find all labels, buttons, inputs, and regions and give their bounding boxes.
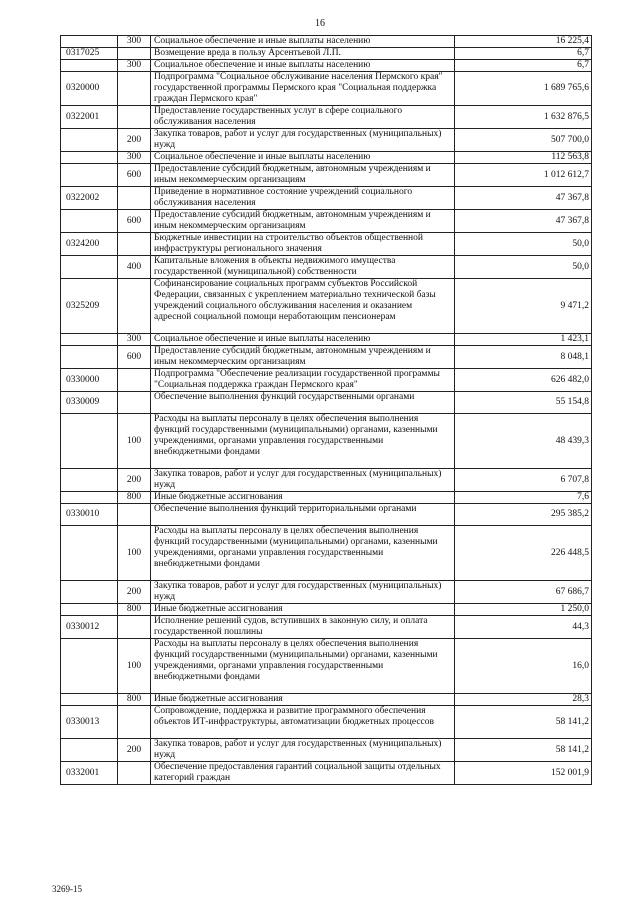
target-article-code-cell [61,210,118,233]
amount-cell: 1 012 612,7 [455,164,592,187]
amount-cell: 507 700,0 [455,129,592,152]
expense-type-code-cell: 200 [118,581,151,604]
amount-cell: 47 367,8 [455,187,592,210]
target-article-code-cell [61,414,118,469]
expense-type-code-cell [118,233,151,256]
amount-cell: 295 385,2 [455,504,592,526]
item-name-cell: Расходы на выплаты персоналу в целях обеспечения выполнения функций государственными (муниципальными) органами, казенными учреждениями, органами управления государственными внебюджетными фондами [151,414,455,469]
amount-cell: 6 707,8 [455,469,592,492]
item-name-cell: Обеспечение выполнения функций государственными органами [151,392,455,414]
item-name-cell: Подпрограмма "Социальное обслуживание населения Пермского края" государственной программы Пермского края "Социальная поддержка граждан Пермского края" [151,72,455,106]
amount-cell: 16 225,4 [455,36,592,48]
item-name-cell: Социальное обеспечение и иные выплаты населению [151,36,455,48]
target-article-code-cell: 0317025 [61,48,118,60]
target-article-code-cell [61,334,118,346]
table-row [61,129,592,152]
item-name-cell: Закупка товаров, работ и услуг для государственных (муниципальных) нужд [151,129,455,152]
expense-type-code-cell: 200 [118,739,151,762]
target-article-code-cell: 0324200 [61,233,118,256]
expense-type-code-cell: 600 [118,164,151,187]
target-article-code-cell: 0330013 [61,706,118,739]
expense-type-code-cell: 400 [118,256,151,279]
table-row [61,414,592,469]
target-article-code-cell: 0332001 [61,762,118,785]
table-row [61,469,592,492]
amount-cell: 1 689 765,6 [455,72,592,106]
target-article-code-cell: 0330010 [61,504,118,526]
target-article-code-cell [61,739,118,762]
amount-cell: 28,3 [455,694,592,706]
amount-cell: 6,7 [455,60,592,72]
item-name-cell: Расходы на выплаты персоналу в целях обеспечения выполнения функций государственными (муниципальными) органами, казенными учреждениями, органами управления государственными внебюджетными фондами [151,639,455,694]
amount-cell: 44,3 [455,616,592,639]
expense-type-code-cell [118,369,151,392]
budget-table-body [61,36,592,785]
target-article-code-cell [61,129,118,152]
budget-table-wrapper [60,35,591,785]
amount-cell: 16,0 [455,639,592,694]
item-name-cell: Обеспечение выполнения функций территориальными органами [151,504,455,526]
expense-type-code-cell: 300 [118,334,151,346]
item-name-cell: Софинансирование социальных программ субъектов Российской Федерации, связанных с укреплением материально технической базы учреждений социального обслуживания населения и оказанием адресной социальной помощи неработающим пенсионерам [151,279,455,334]
expense-type-code-cell: 800 [118,694,151,706]
amount-cell: 1 250,0 [455,604,592,616]
item-name-cell: Иные бюджетные ассигнования [151,492,455,504]
expense-type-code-cell [118,616,151,639]
target-article-code-cell [61,60,118,72]
document-footer-code: 3269-15 [52,884,82,894]
item-name-cell: Предоставление государственных услуг в сфере социального обслуживания населения [151,106,455,129]
target-article-code-cell [61,604,118,616]
table-row [61,152,592,164]
table-row [61,504,592,526]
target-article-code-cell [61,694,118,706]
table-row [61,604,592,616]
target-article-code-cell [61,492,118,504]
item-name-cell: Расходы на выплаты персоналу в целях обеспечения выполнения функций государственными (муниципальными) органами, казенными учреждениями, органами управления государственными внебюджетными фондами [151,526,455,581]
table-row [61,392,592,414]
table-row [61,36,592,48]
page-number: 16 [315,18,325,29]
target-article-code-cell: 0325209 [61,279,118,334]
item-name-cell: Сопровождение, поддержка и развитие программного обеспечения объектов ИТ-инфраструктуры, автоматизации бюджетных процессов [151,706,455,739]
table-row [61,694,592,706]
expense-type-code-cell [118,106,151,129]
item-name-cell: Предоставление субсидий бюджетным, автономным учреждениям и иным некоммерческим организациям [151,346,455,369]
expense-type-code-cell: 200 [118,129,151,152]
expense-type-code-cell [118,392,151,414]
expense-type-code-cell: 300 [118,36,151,48]
amount-cell: 112 563,8 [455,152,592,164]
target-article-code-cell [61,256,118,279]
item-name-cell: Закупка товаров, работ и услуг для государственных (муниципальных) нужд [151,581,455,604]
amount-cell: 47 367,8 [455,210,592,233]
target-article-code-cell [61,581,118,604]
table-row [61,164,592,187]
table-row [61,492,592,504]
target-article-code-cell: 0320000 [61,72,118,106]
amount-cell: 152 001,9 [455,762,592,785]
table-row [61,106,592,129]
amount-cell: 50,0 [455,256,592,279]
item-name-cell: Предоставление субсидий бюджетным, автономным учреждениям и иным некоммерческим организациям [151,164,455,187]
table-row [61,581,592,604]
expense-type-code-cell: 300 [118,60,151,72]
table-row [61,60,592,72]
target-article-code-cell: 0330000 [61,369,118,392]
table-row [61,616,592,639]
expense-type-code-cell [118,762,151,785]
table-row [61,526,592,581]
expense-type-code-cell: 100 [118,414,151,469]
target-article-code-cell: 0330012 [61,616,118,639]
expense-type-code-cell: 100 [118,526,151,581]
target-article-code-cell: 0322001 [61,106,118,129]
amount-cell: 1 423,1 [455,334,592,346]
item-name-cell: Социальное обеспечение и иные выплаты населению [151,152,455,164]
amount-cell: 50,0 [455,233,592,256]
target-article-code-cell: 0322002 [61,187,118,210]
target-article-code-cell [61,526,118,581]
item-name-cell: Приведение в нормативное состояние учреждений социального обслуживания населения [151,187,455,210]
item-name-cell: Предоставление субсидий бюджетным, автономным учреждениям и иным некоммерческим организациям [151,210,455,233]
expense-type-code-cell: 600 [118,210,151,233]
expense-type-code-cell [118,706,151,739]
amount-cell: 55 154,8 [455,392,592,414]
table-row [61,48,592,60]
table-row [61,706,592,739]
amount-cell: 226 448,5 [455,526,592,581]
item-name-cell: Бюджетные инвестиции на строительство объектов общественной инфраструктуры регионального значения [151,233,455,256]
target-article-code-cell [61,164,118,187]
table-row [61,233,592,256]
amount-cell: 67 686,7 [455,581,592,604]
budget-table [60,35,592,785]
item-name-cell: Капитальные вложения в объекты недвижимого имущества государственной (муниципальной) собственности [151,256,455,279]
item-name-cell: Социальное обеспечение и иные выплаты населению [151,60,455,72]
table-row [61,72,592,106]
expense-type-code-cell [118,504,151,526]
expense-type-code-cell: 800 [118,492,151,504]
table-row [61,256,592,279]
expense-type-code-cell [118,48,151,60]
table-row [61,334,592,346]
expense-type-code-cell: 300 [118,152,151,164]
item-name-cell: Закупка товаров, работ и услуг для государственных (муниципальных) нужд [151,469,455,492]
target-article-code-cell [61,36,118,48]
table-row [61,210,592,233]
target-article-code-cell: 0330009 [61,392,118,414]
target-article-code-cell [61,639,118,694]
item-name-cell: Исполнение решений судов, вступивших в законную силу, и оплата государственной пошлины [151,616,455,639]
target-article-code-cell [61,152,118,164]
expense-type-code-cell: 800 [118,604,151,616]
table-row [61,346,592,369]
expense-type-code-cell: 200 [118,469,151,492]
expense-type-code-cell [118,279,151,334]
item-name-cell: Иные бюджетные ассигнования [151,694,455,706]
expense-type-code-cell [118,72,151,106]
item-name-cell: Обеспечение предоставления гарантий социальной защиты отдельных категорий граждан [151,762,455,785]
amount-cell: 48 439,3 [455,414,592,469]
target-article-code-cell [61,346,118,369]
table-row [61,739,592,762]
table-row [61,369,592,392]
expense-type-code-cell [118,187,151,210]
amount-cell: 626 482,0 [455,369,592,392]
expense-type-code-cell: 600 [118,346,151,369]
amount-cell: 8 048,1 [455,346,592,369]
item-name-cell: Социальное обеспечение и иные выплаты населению [151,334,455,346]
item-name-cell: Возмещение вреда в пользу Арсентьевой Л.П. [151,48,455,60]
amount-cell: 1 632 876,5 [455,106,592,129]
amount-cell: 58 141,2 [455,706,592,739]
amount-cell: 58 141,2 [455,739,592,762]
amount-cell: 9 471,2 [455,279,592,334]
item-name-cell: Закупка товаров, работ и услуг для государственных (муниципальных) нужд [151,739,455,762]
table-row [61,187,592,210]
amount-cell: 6,7 [455,48,592,60]
table-row [61,279,592,334]
expense-type-code-cell: 100 [118,639,151,694]
amount-cell: 7,6 [455,492,592,504]
item-name-cell: Иные бюджетные ассигнования [151,604,455,616]
table-row [61,762,592,785]
item-name-cell: Подпрограмма "Обеспечение реализации государственной программы "Социальная поддержка граждан Пермского края" [151,369,455,392]
table-row [61,639,592,694]
target-article-code-cell [61,469,118,492]
